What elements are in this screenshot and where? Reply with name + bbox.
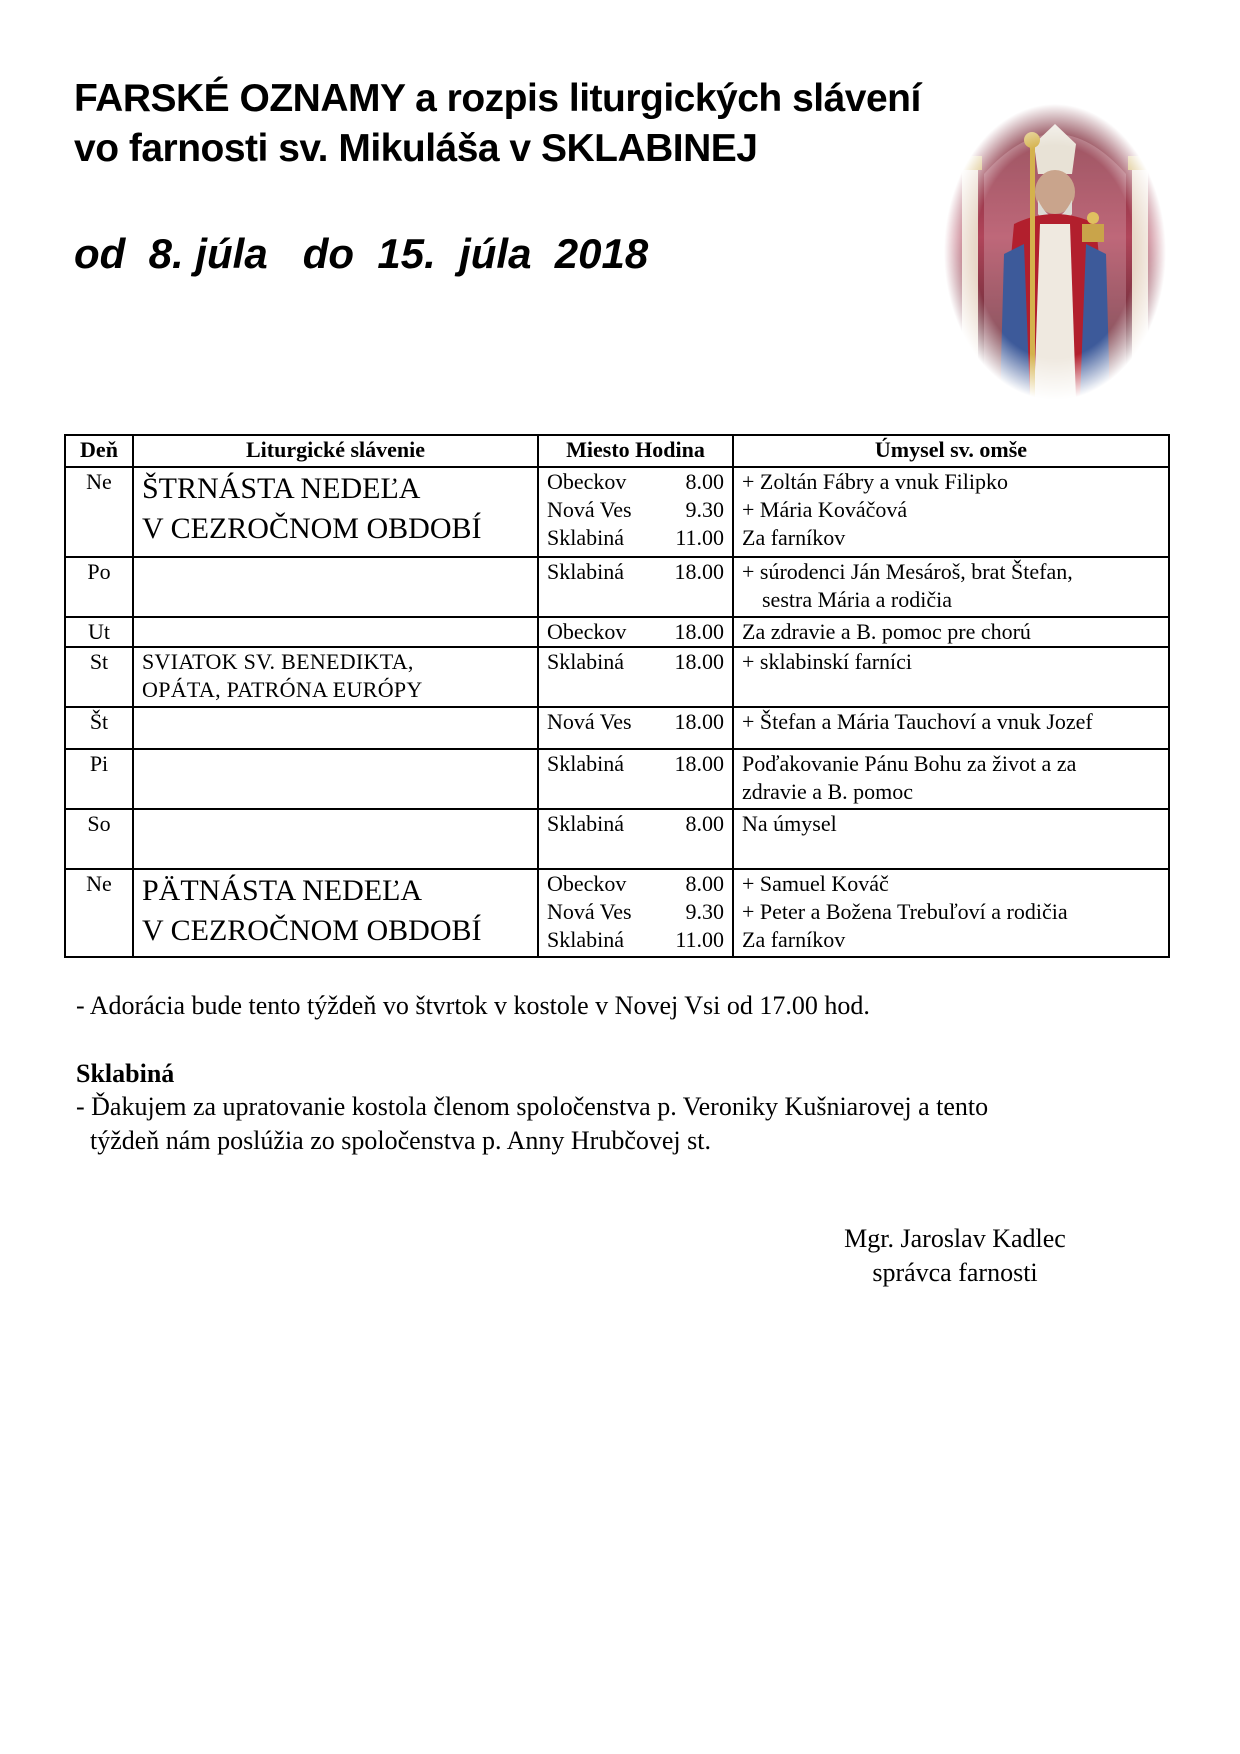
table-row: [65, 617, 1169, 647]
place-time-line: [547, 524, 724, 552]
liturgy-cell: [133, 869, 538, 957]
intention-cell: [733, 809, 1169, 869]
time: 18.00: [674, 751, 724, 776]
page-title: [74, 74, 974, 174]
liturgy-cell: [133, 749, 538, 809]
time: 11.00: [675, 525, 724, 550]
place: Nová Ves: [547, 899, 632, 924]
liturgy-line: V CEZROČNOM OBDOBÍ: [142, 512, 482, 545]
intention-line: + Samuel Kováč: [742, 871, 889, 896]
place: Obeckov: [547, 469, 627, 494]
place-time-line: [547, 810, 724, 838]
place-time-cell: [538, 467, 733, 557]
table-row: [65, 869, 1169, 957]
place: Sklabiná: [547, 811, 624, 836]
place-time-line: [547, 496, 724, 524]
place-time-line: [547, 708, 724, 736]
place: Sklabiná: [547, 927, 624, 952]
intention-line: + Štefan a Mária Tauchoví a vnuk Jozef: [742, 709, 1093, 734]
day-cell: Ut: [65, 617, 133, 647]
place-time-cell: [538, 749, 733, 809]
time: 9.30: [685, 497, 724, 522]
liturgy-cell: [133, 617, 538, 647]
place-time-line: [547, 750, 724, 778]
liturgy-cell: [133, 809, 538, 869]
adoration-announcement: - Adorácia bude tento týždeň vo štvrtok v kostole v Novej Vsi od 17.00 hod.: [76, 991, 870, 1020]
intention-cell: [733, 869, 1169, 957]
intention-cell: [733, 467, 1169, 557]
place-time-line: [547, 926, 724, 954]
intention-cell: [733, 749, 1169, 809]
intention-line: Za farníkov: [742, 525, 846, 550]
place-time-cell: [538, 557, 733, 617]
time: 18.00: [674, 709, 724, 734]
thanks-line-1: - Ďakujem za upratovanie kostola členom spoločenstva p. Veroniky Kušniarovej a tento: [76, 1092, 989, 1121]
header-liturgy: Liturgické slávenie: [133, 435, 538, 467]
liturgy-schedule-table: [64, 434, 1170, 958]
time: 8.00: [685, 469, 724, 494]
intention-line: Poďakovanie Pánu Bohu za život a za: [742, 751, 1077, 776]
place: Obeckov: [547, 619, 627, 644]
intention-line: + súrodenci Ján Mesároš, brat Štefan,: [742, 559, 1073, 584]
table-row: [65, 707, 1169, 749]
day-cell: St: [65, 647, 133, 707]
header-intention: Úmysel sv. omše: [733, 435, 1169, 467]
table-row: [65, 749, 1169, 809]
place-time-line: [547, 898, 724, 926]
date-range: od 8. júla do 15. júla 2018: [74, 230, 649, 277]
day-cell: Ne: [65, 869, 133, 957]
liturgy-line: PÄTNÁSTA NEDEĽA: [142, 874, 423, 907]
title-line-1: FARSKÉ OZNAMY a rozpis liturgických slávení: [74, 77, 921, 120]
day-cell: Po: [65, 557, 133, 617]
intention-line: Na úmysel: [742, 811, 837, 836]
place-time-line: [547, 618, 724, 646]
place-time-cell: [538, 869, 733, 957]
liturgy-line: SVIATOK SV. BENEDIKTA,: [142, 649, 414, 674]
time: 18.00: [674, 559, 724, 584]
header-day: Deň: [65, 435, 133, 467]
time: 18.00: [674, 619, 724, 644]
place: Sklabiná: [547, 559, 624, 584]
time: 9.30: [685, 899, 724, 924]
saint-statue-image: [944, 104, 1166, 400]
intention-cell: [733, 557, 1169, 617]
liturgy-cell: [133, 467, 538, 557]
section-title-sklabina: Sklabiná: [76, 1059, 175, 1088]
place-time-cell: [538, 809, 733, 869]
day-cell: Št: [65, 707, 133, 749]
place: Sklabiná: [547, 525, 624, 550]
liturgy-cell: [133, 647, 538, 707]
intention-cell: [733, 707, 1169, 749]
intention-line: Za zdravie a B. pomoc pre chorú: [742, 619, 1031, 644]
day-cell: Pi: [65, 749, 133, 809]
thanks-line-2: týždeň nám poslúžia zo spoločenstva p. Anny Hrubčovej st.: [90, 1126, 711, 1155]
intention-line: + sklabinskí farníci: [742, 649, 913, 674]
liturgy-line: OPÁTA, PATRÓNA EURÓPY: [142, 677, 423, 702]
intention-line: + Peter a Božena Trebuľoví a rodičia: [742, 899, 1068, 924]
table-row: [65, 467, 1169, 557]
place-time-cell: [538, 647, 733, 707]
time: 8.00: [685, 871, 724, 896]
day-cell: Ne: [65, 467, 133, 557]
table-row: [65, 647, 1169, 707]
signature-role: správca farnosti: [872, 1258, 1038, 1287]
intention-line: + Zoltán Fábry a vnuk Filipko: [742, 469, 1008, 494]
table-row: [65, 557, 1169, 617]
signature-name: Mgr. Jaroslav Kadlec: [844, 1224, 1066, 1253]
time: 8.00: [685, 811, 724, 836]
table-row: [65, 809, 1169, 869]
place: Nová Ves: [547, 709, 632, 734]
intention-cell: [733, 647, 1169, 707]
time: 11.00: [675, 927, 724, 952]
signature-block: [820, 1222, 1090, 1290]
time: 18.00: [674, 649, 724, 674]
place-time-line: [547, 648, 724, 676]
place-time-cell: [538, 707, 733, 749]
place: Sklabiná: [547, 649, 624, 674]
intention-cell: [733, 617, 1169, 647]
place-time-line: [547, 870, 724, 898]
place: Nová Ves: [547, 497, 632, 522]
title-line-2: vo farnosti sv. Mikuláša v SKLABINEJ: [74, 127, 758, 170]
place-time-cell: [538, 617, 733, 647]
place-time-line: [547, 468, 724, 496]
day-cell: So: [65, 809, 133, 869]
header-place-time: Miesto Hodina: [538, 435, 733, 467]
place: Sklabiná: [547, 751, 624, 776]
place: Obeckov: [547, 871, 627, 896]
intention-line: sestra Mária a rodičia: [762, 587, 952, 612]
liturgy-cell: [133, 557, 538, 617]
liturgy-line: ŠTRNÁSTA NEDEĽA: [142, 472, 421, 505]
liturgy-line: V CEZROČNOM OBDOBÍ: [142, 914, 482, 947]
thanks-announcement: [76, 1090, 1156, 1158]
place-time-line: [547, 558, 724, 586]
intention-line: + Mária Kováčová: [742, 497, 908, 522]
intention-line: zdravie a B. pomoc: [742, 779, 914, 804]
liturgy-cell: [133, 707, 538, 749]
intention-line: Za farníkov: [742, 927, 846, 952]
table-header-row: [65, 435, 1169, 467]
